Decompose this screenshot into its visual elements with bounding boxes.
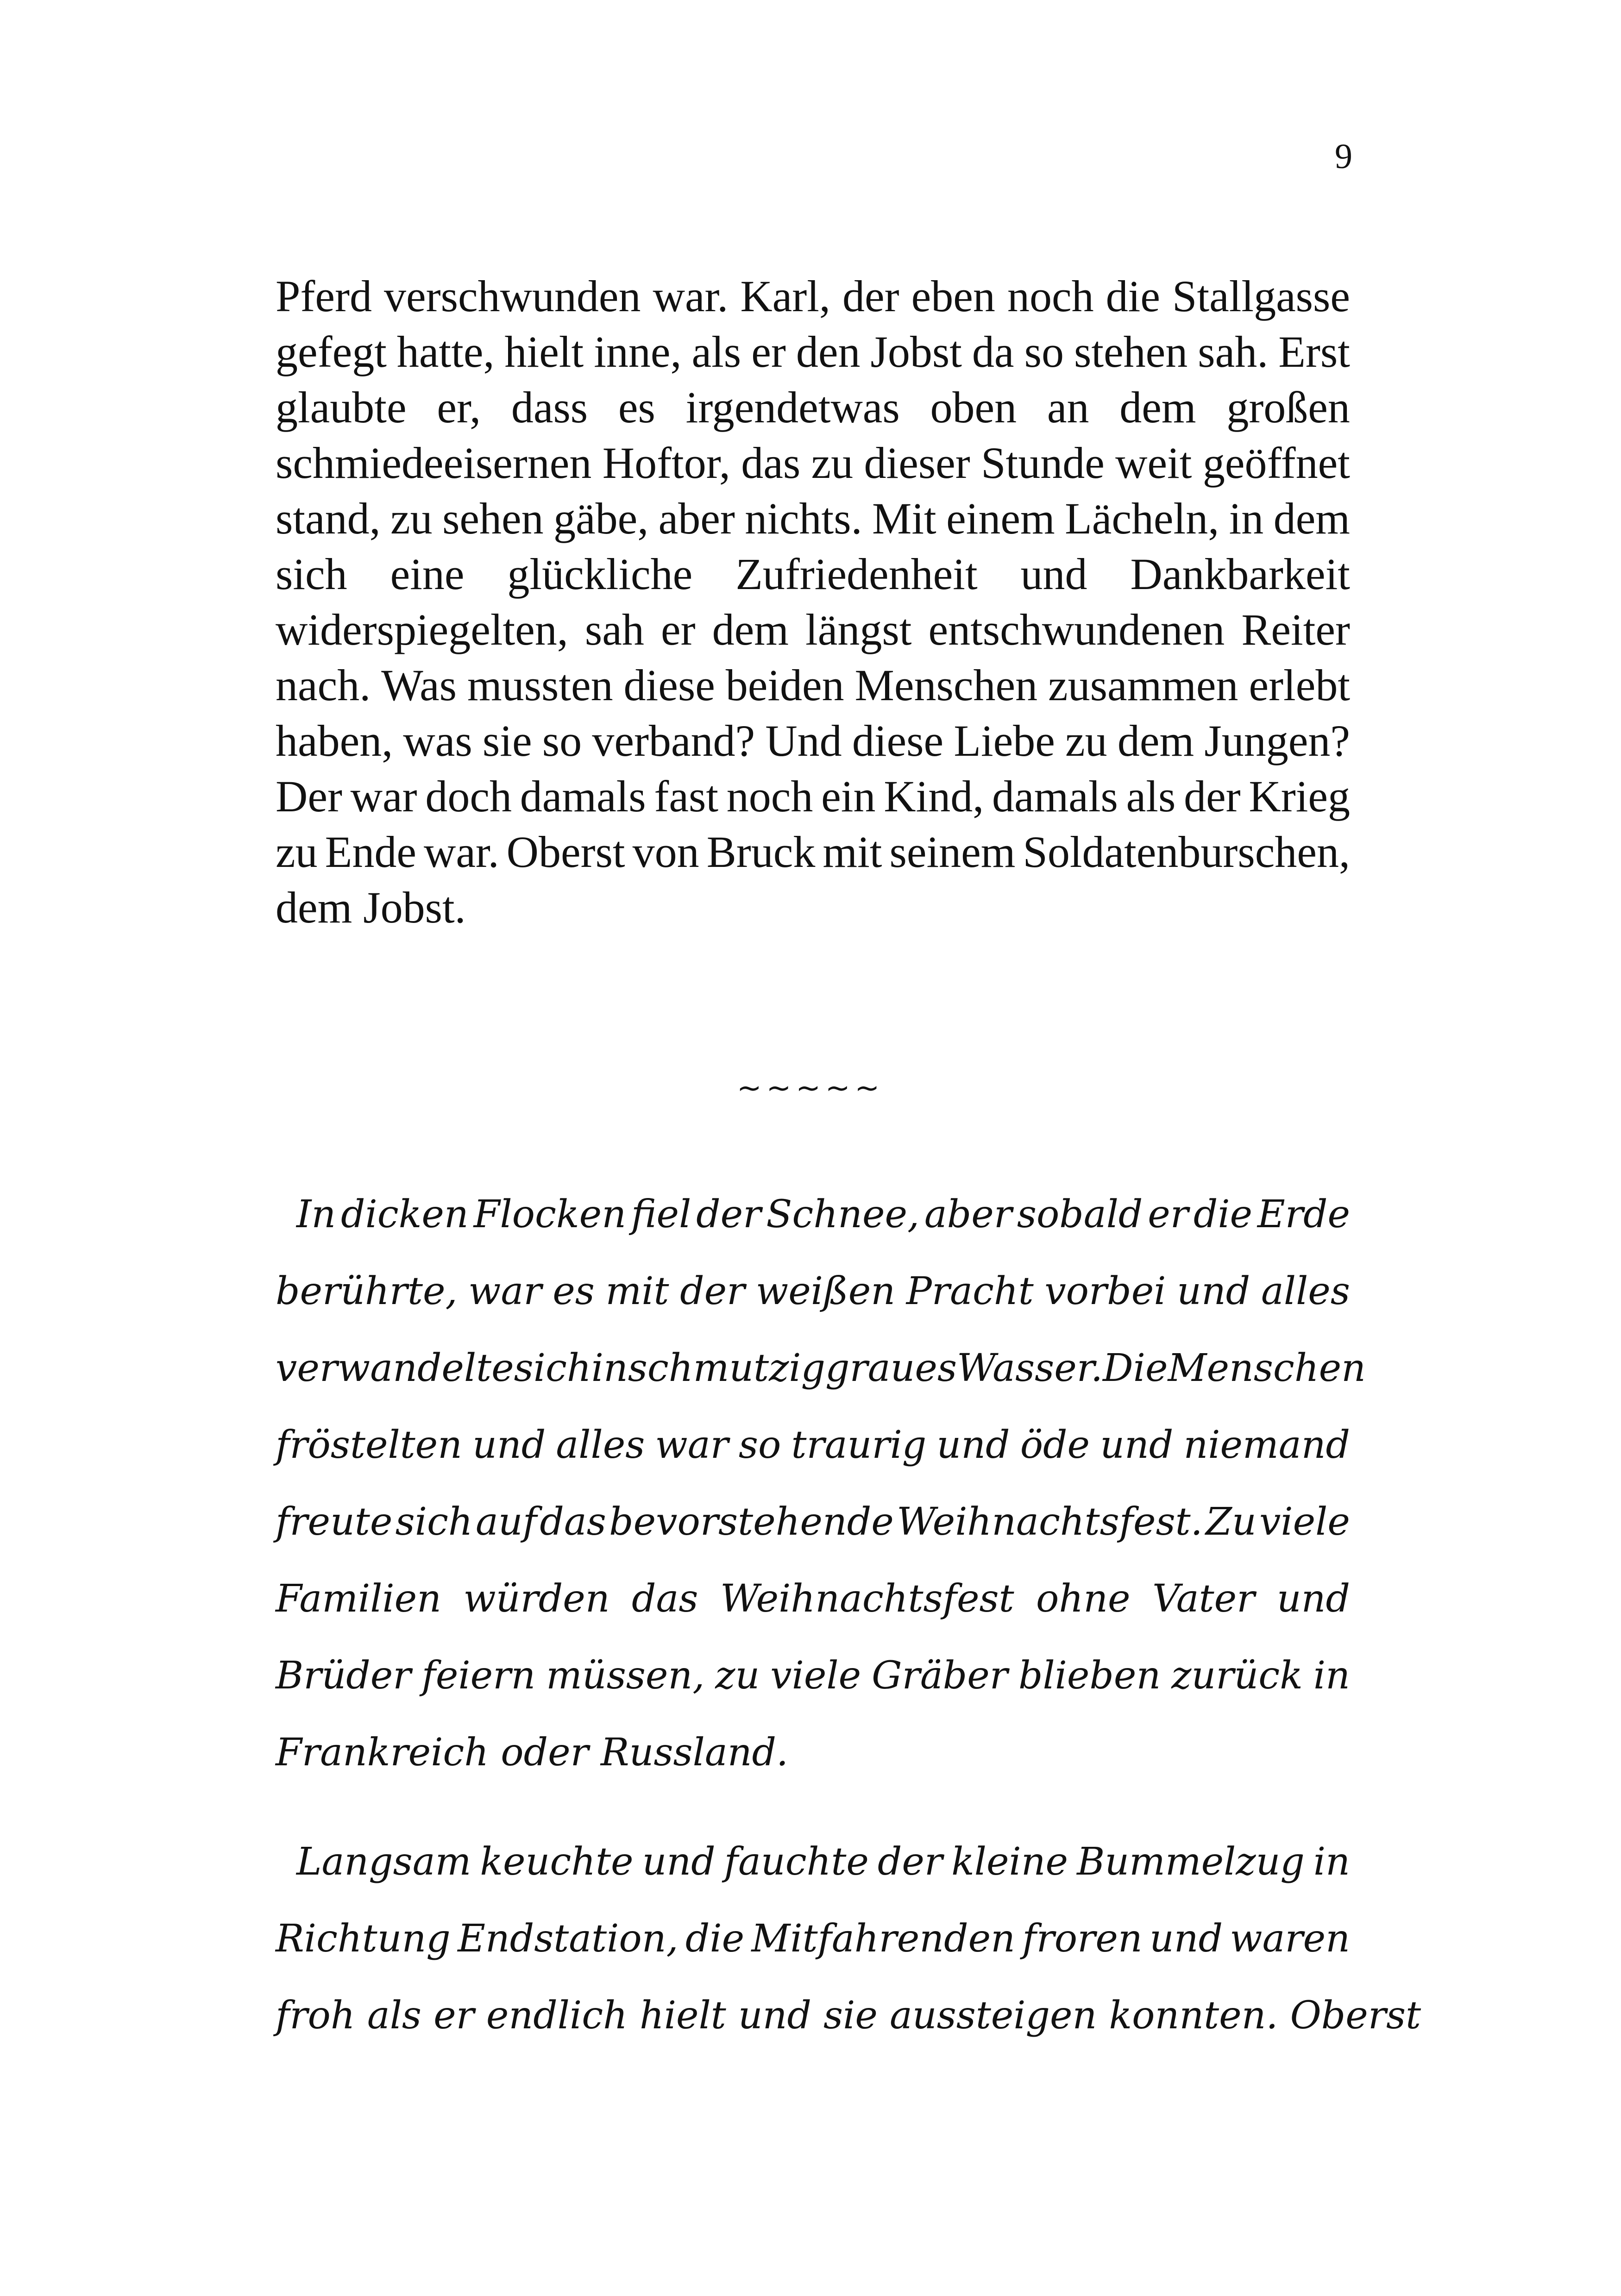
word: geöffnet: [1202, 438, 1350, 488]
text-line: [276, 435, 1350, 491]
word: viele: [770, 1654, 861, 1698]
word: der: [1184, 772, 1241, 821]
word: fauchte: [724, 1840, 869, 1884]
word: Endstation,: [458, 1917, 679, 1961]
word: glaubte: [276, 383, 407, 432]
word: war: [350, 772, 417, 821]
text-block-serif: [276, 269, 1350, 935]
word: sich: [395, 1500, 473, 1544]
word: die: [1193, 1192, 1253, 1236]
word: zu: [276, 827, 318, 877]
word: sah.: [1198, 327, 1269, 376]
word: diese: [623, 660, 715, 710]
word: zurück: [1171, 1654, 1303, 1698]
word: es: [553, 1269, 595, 1313]
word: gefegt: [276, 327, 387, 376]
word: nach.: [276, 660, 371, 710]
word: fast: [654, 772, 719, 821]
word: Karl,: [740, 271, 830, 321]
word: blieben: [1018, 1654, 1161, 1698]
word: dicken: [341, 1192, 469, 1236]
text-line: [276, 1901, 1350, 1977]
word: müssen,: [546, 1654, 705, 1698]
word: der: [877, 1840, 943, 1884]
word: Der: [276, 772, 342, 821]
word: viele: [1259, 1500, 1350, 1544]
text-line: [276, 658, 1350, 713]
word: Wasser.: [957, 1346, 1103, 1390]
word: Dankbarkeit: [1130, 549, 1350, 599]
word: sie: [823, 1994, 878, 2038]
word: schmiedeeisernen: [276, 438, 592, 488]
word: Pracht: [906, 1269, 1034, 1313]
word: öde: [1020, 1423, 1090, 1467]
word: von: [632, 827, 699, 877]
word: Soldatenburschen,: [1023, 827, 1350, 877]
word: Gräber: [872, 1654, 1008, 1698]
word: Zufriedenheit: [735, 549, 978, 599]
word: ein: [821, 772, 876, 821]
word: nichts.: [745, 494, 862, 543]
word: in: [591, 1346, 628, 1390]
word: irgendetwas: [685, 383, 900, 432]
word: mit: [823, 827, 882, 877]
word: froren: [1022, 1917, 1143, 1961]
word: feiern: [421, 1654, 536, 1698]
word: die: [1106, 271, 1160, 321]
word: Weihnachtsfest: [720, 1577, 1014, 1621]
word: Liebe: [954, 716, 1055, 765]
word: der: [696, 1192, 761, 1236]
text-line: [276, 1714, 1350, 1791]
text-line: [276, 1977, 1421, 2054]
word: Bummelzug: [1077, 1840, 1305, 1884]
word: endlich: [486, 1994, 628, 2038]
word: damals: [992, 772, 1118, 821]
word: Frankreich oder Russland.: [276, 1731, 789, 1775]
word: fiel: [631, 1192, 691, 1236]
word: dem: [1117, 716, 1194, 765]
word: er: [1148, 1192, 1188, 1236]
word: sobald: [1017, 1192, 1143, 1236]
word: eben: [911, 271, 995, 321]
word: aussteigen: [889, 1994, 1097, 2038]
word: in: [1313, 1840, 1350, 1884]
text-line: [276, 1824, 1350, 1901]
word: Jobst: [870, 327, 962, 376]
word: Menschen: [854, 660, 1038, 710]
word: Pferd: [276, 271, 372, 321]
word: erlebt: [1249, 660, 1350, 710]
word: widerspiegelten,: [276, 605, 568, 654]
text-line: [276, 602, 1350, 658]
word: und: [472, 1423, 546, 1467]
word: als: [1126, 772, 1176, 821]
word: Zu: [1205, 1500, 1257, 1544]
word: der: [680, 1269, 745, 1313]
word: einem: [946, 494, 1055, 543]
word: und: [738, 1994, 811, 2038]
word: verschwunden: [384, 271, 641, 321]
word: hatte,: [396, 327, 495, 376]
word: Hoftor,: [602, 438, 730, 488]
word: traurig: [791, 1423, 927, 1467]
word: Flocken: [473, 1192, 627, 1236]
word: Die: [1103, 1346, 1168, 1390]
word: sie: [482, 716, 532, 765]
paragraph-gap: [276, 1791, 1350, 1824]
text-line: [276, 491, 1350, 546]
word: konnten.: [1109, 1994, 1278, 2038]
word: beiden: [725, 660, 844, 710]
text-line: [276, 1253, 1350, 1330]
word: dem Jobst.: [276, 883, 466, 932]
word: dem: [712, 605, 789, 654]
word: das: [632, 1577, 698, 1621]
word: noch: [1007, 271, 1094, 321]
word: mussten: [467, 660, 613, 710]
word: den: [796, 327, 861, 376]
word: war: [655, 1423, 729, 1467]
word: zu: [811, 438, 854, 488]
word: Bruck: [706, 827, 816, 877]
word: Reiter: [1241, 605, 1350, 654]
word: Schnee,: [766, 1192, 920, 1236]
word: in: [1229, 494, 1264, 543]
text-line: [276, 1484, 1350, 1561]
word: verwandelte: [276, 1346, 514, 1390]
word: und: [1149, 1917, 1223, 1961]
text-line: [276, 1561, 1350, 1637]
word: das: [741, 438, 801, 488]
word: zu: [1065, 716, 1107, 765]
word: da: [972, 327, 1014, 376]
text-line: [276, 1176, 1350, 1253]
text-line: [276, 824, 1350, 880]
word: war.: [423, 827, 499, 877]
word: und: [1177, 1269, 1250, 1313]
word: haben,: [276, 716, 393, 765]
word: zu: [390, 494, 433, 543]
word: Langsam: [296, 1840, 471, 1884]
word: Erst: [1278, 327, 1350, 376]
word: seinem: [889, 827, 1016, 877]
word: auf: [476, 1500, 537, 1544]
word: Jungen?: [1204, 716, 1350, 765]
word: doch: [425, 772, 512, 821]
word: war.: [653, 271, 729, 321]
word: würden: [463, 1577, 610, 1621]
word: als: [367, 1994, 422, 2038]
word: Und: [765, 716, 842, 765]
word: oben: [930, 383, 1017, 432]
word: berührte,: [276, 1269, 458, 1313]
word: noch: [726, 772, 813, 821]
word: und: [1276, 1577, 1350, 1621]
word: und: [642, 1840, 716, 1884]
word: er,: [437, 383, 481, 432]
word: großen: [1226, 383, 1350, 432]
page-number: 9: [1335, 137, 1352, 176]
word: Mitfahrenden: [751, 1917, 1015, 1961]
word: sich: [276, 549, 347, 599]
word: Richtung: [276, 1917, 451, 1961]
word: so: [1024, 327, 1064, 376]
word: was: [403, 716, 472, 765]
word: Stunde: [981, 438, 1105, 488]
word: und: [936, 1423, 1010, 1467]
word: Krieg: [1249, 772, 1350, 821]
word: froh: [276, 1994, 355, 2038]
word: aber: [924, 1192, 1012, 1236]
word: weißen: [756, 1269, 896, 1313]
word: sehen: [442, 494, 544, 543]
word: Stallgasse: [1172, 271, 1350, 321]
text-line: [276, 380, 1350, 435]
word: keuchte: [480, 1840, 634, 1884]
word: Erde: [1257, 1192, 1350, 1236]
word: zusammen: [1048, 660, 1238, 710]
word: hielt: [504, 327, 584, 376]
text-line: [276, 713, 1350, 769]
word: gäbe,: [553, 494, 649, 543]
word: Was: [381, 660, 457, 710]
word: Mit: [872, 494, 936, 543]
word: ohne: [1036, 1577, 1131, 1621]
word: es: [618, 383, 655, 432]
word: Brüder: [276, 1654, 411, 1698]
word: dass: [511, 383, 588, 432]
word: Menschen: [1168, 1346, 1366, 1390]
word: schmutziggraues: [628, 1346, 957, 1390]
word: hielt: [640, 1994, 726, 2038]
word: mit: [605, 1269, 669, 1313]
text-line: [276, 769, 1350, 824]
word: dieser: [864, 438, 970, 488]
text-line: [276, 1637, 1350, 1714]
word: er: [434, 1994, 474, 2038]
word: dem: [1273, 494, 1350, 543]
word: stehen: [1074, 327, 1188, 376]
word: freute: [276, 1500, 393, 1544]
word: Ende: [325, 827, 416, 877]
word: eine: [390, 549, 465, 599]
word: alles: [1261, 1269, 1350, 1313]
word: alles: [556, 1423, 645, 1467]
word: und: [1020, 549, 1087, 599]
word: verband?: [592, 716, 755, 765]
text-line: [276, 269, 1350, 324]
word: das: [540, 1500, 606, 1544]
word: bevorstehende: [609, 1500, 894, 1544]
word: Familien: [276, 1577, 441, 1621]
word: der: [842, 271, 899, 321]
word: und: [1100, 1423, 1174, 1467]
word: in: [1313, 1654, 1350, 1698]
word: glückliche: [507, 549, 693, 599]
word: an: [1047, 383, 1089, 432]
word: so: [542, 716, 582, 765]
word: entschwundenen: [928, 605, 1225, 654]
word: aber: [658, 494, 735, 543]
word: fröstelten: [276, 1423, 462, 1467]
word: zu: [715, 1654, 760, 1698]
word: vorbei: [1044, 1269, 1166, 1313]
word: Oberst: [506, 827, 625, 877]
word: er: [751, 327, 786, 376]
text-line: [276, 324, 1350, 380]
word: Weihnachtsfest.: [897, 1500, 1203, 1544]
text-line: [276, 1330, 1366, 1407]
section-separator: ~~~~~: [736, 1071, 885, 1105]
word: waren: [1230, 1917, 1350, 1961]
word: Kind,: [884, 772, 984, 821]
word: Lächeln,: [1065, 494, 1219, 543]
word: sich: [514, 1346, 591, 1390]
word: sah: [584, 605, 644, 654]
word: inne,: [594, 327, 682, 376]
word: so: [738, 1423, 781, 1467]
word: diese: [852, 716, 944, 765]
word: weit: [1115, 438, 1192, 488]
text-line: [276, 1407, 1350, 1484]
text-line: [276, 880, 1350, 935]
word: In: [296, 1192, 336, 1236]
word: Oberst: [1290, 1994, 1421, 2038]
word: stand,: [276, 494, 381, 543]
word: kleine: [951, 1840, 1068, 1884]
text-block-script: [276, 1176, 1421, 2054]
word: dem: [1119, 383, 1196, 432]
word: niemand: [1183, 1423, 1350, 1467]
word: Vater: [1152, 1577, 1255, 1621]
text-line: [276, 546, 1350, 602]
word: die: [685, 1917, 745, 1961]
word: als: [691, 327, 741, 376]
word: längst: [805, 605, 912, 654]
word: war: [468, 1269, 542, 1313]
word: er: [660, 605, 696, 654]
word: damals: [520, 772, 646, 821]
